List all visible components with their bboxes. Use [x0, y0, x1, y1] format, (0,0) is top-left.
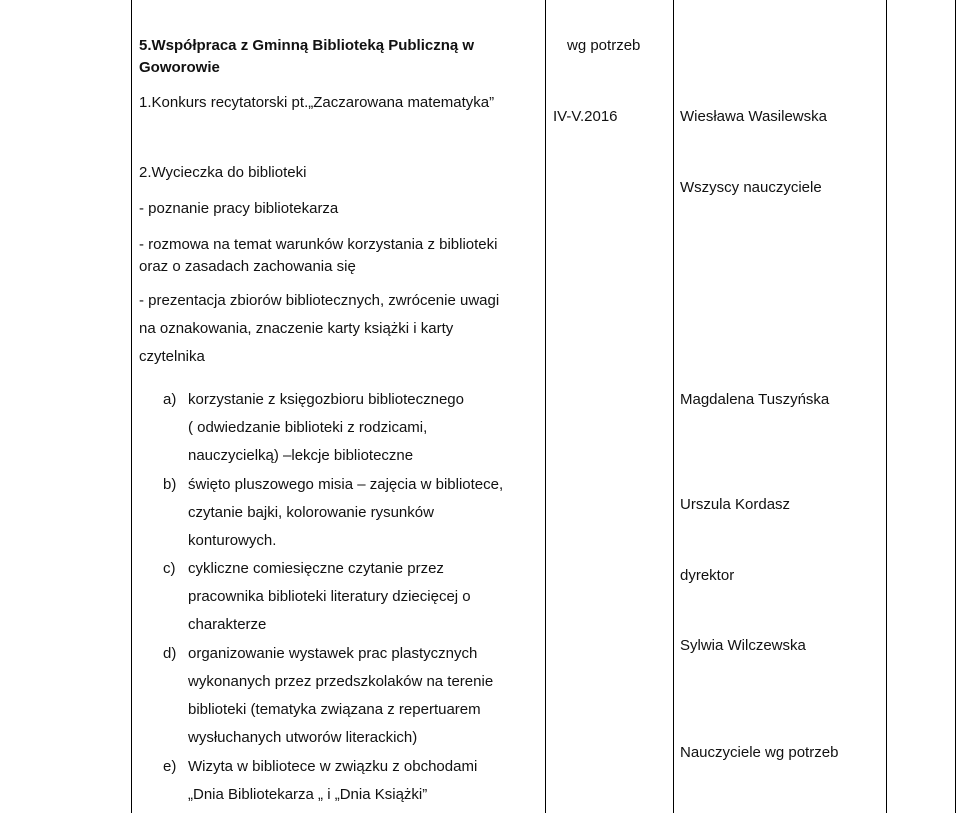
item2-bullet-2-cont: oraz o zasadach zachowania się [139, 258, 356, 275]
list-c-line1: cykliczne comiesięczne czytanie przez [188, 560, 444, 577]
responsible-1: Magdalena Tuszyńska [680, 391, 830, 408]
list-label-b: b) [163, 476, 177, 493]
section-title-line1: 5.Współpraca z Gminną Biblioteką Publiczną w [139, 37, 475, 54]
item1-responsible: Wiesława Wasilewska [680, 108, 827, 125]
item2-bullet-3: - prezentacja zbiorów bibliotecznych, zwrócenie uwagi [139, 292, 500, 309]
list-label-c: c) [163, 560, 176, 577]
list-label-e: e) [163, 758, 177, 775]
table-border-col3 [673, 0, 674, 813]
item2-responsible: Wszyscy nauczyciele [680, 179, 822, 196]
list-label-a: a) [163, 391, 177, 408]
table-border-left [131, 0, 132, 813]
item2-bullet-3-cont2: czytelnika [139, 348, 205, 365]
list-label-d: d) [163, 645, 177, 662]
list-b-line3: konturowych. [188, 532, 277, 549]
list-b-line2: czytanie bajki, kolorowanie rysunków [188, 504, 434, 521]
table-border-col2 [545, 0, 546, 813]
list-c-line3: charakterze [188, 616, 267, 633]
list-d-line1: organizowanie wystawek prac plastycznych [188, 645, 478, 662]
item2-bullet-3-cont: na oznakowania, znaczenie karty książki i karty [139, 320, 454, 337]
item1-term: IV-V.2016 [553, 108, 618, 125]
section-title-line2: Goworowie [139, 59, 220, 76]
list-e-line2: „Dnia Bibliotekarza „ i „Dnia Książki” [188, 786, 428, 803]
table-border-right [955, 0, 956, 813]
item2-bullet-2: - rozmowa na temat warunków korzystania z biblioteki [139, 236, 498, 253]
list-c-line2: pracownika biblioteki literatury dziecięcej o [188, 588, 471, 605]
term-header: wg potrzeb [567, 37, 641, 54]
item1-text: 1.Konkurs recytatorski pt.„Zaczarowana matematyka” [139, 94, 495, 111]
responsible-3: dyrektor [680, 567, 735, 584]
list-a-line3: nauczycielką) –lekcje biblioteczne [188, 447, 414, 464]
responsible-5: Nauczyciele wg potrzeb [680, 744, 839, 761]
table-border-col4 [886, 0, 887, 813]
responsible-4: Sylwia Wilczewska [680, 637, 806, 654]
list-a-line1: korzystanie z księgozbioru bibliotecznego [188, 391, 464, 408]
responsible-2: Urszula Kordasz [680, 496, 791, 513]
list-d-line2: wykonanych przez przedszkolaków na terenie [188, 673, 494, 690]
item2-title: 2.Wycieczka do biblioteki [139, 164, 307, 181]
list-d-line3: biblioteki (tematyka związana z repertuarem [188, 701, 481, 718]
item2-bullet-1: - poznanie pracy bibliotekarza [139, 200, 339, 217]
list-b-line1: święto pluszowego misia – zajęcia w bibliotece, [188, 476, 504, 493]
list-d-line4: wysłuchanych utworów literackich) [188, 729, 418, 746]
list-a-line2: ( odwiedzanie biblioteki z rodzicami, [188, 419, 428, 436]
list-e-line1: Wizyta w bibliotece w związku z obchodami [188, 758, 478, 775]
